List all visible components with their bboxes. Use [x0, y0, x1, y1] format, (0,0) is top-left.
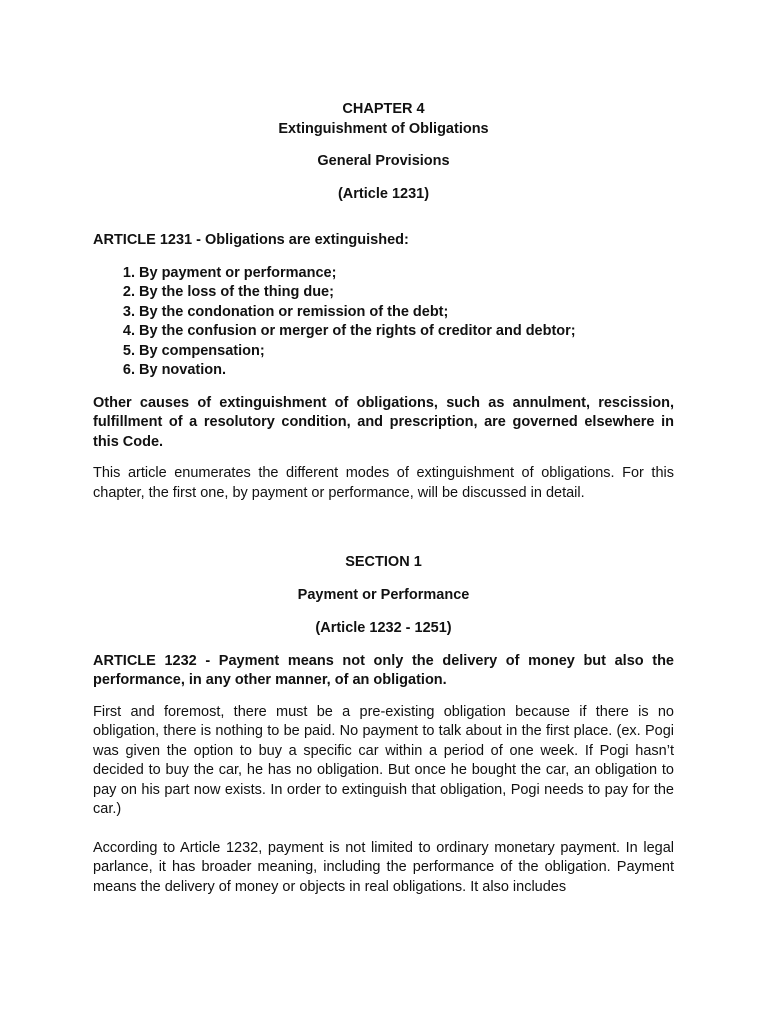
- other-causes-paragraph: Other causes of extinguishment of obligations, such as annulment, rescission, fulfillment of a resolutory condition, and prescription, are governed elsewhere in this Code.: [93, 394, 674, 450]
- document-page: [93, 99, 674, 897]
- chapter-article-range: (Article 1231): [337, 185, 430, 202]
- list-item: 1. By payment or performance;: [139, 264, 674, 284]
- article-1232-heading: ARTICLE 1232 - Payment means not only the delivery of money but also the performance, in any other manner, of an obligation.: [93, 652, 674, 688]
- section-article-range: (Article 1232 - 1251): [315, 620, 452, 636]
- article-1232-paragraph-2: According to Article 1232, payment is not limited to ordinary monetary payment. In legal parlance, it has broader meaning, including the performance of the obligation. Payment means the delivery of money or objects in real obligations. It also includes: [93, 839, 674, 895]
- article-1231-heading: ARTICLE 1231 - Obligations are extinguished:: [93, 232, 409, 248]
- list-item: 4. By the confusion or merger of the rights of creditor and debtor;: [139, 322, 674, 342]
- chapter-title: Extinguishment of Obligations: [278, 121, 489, 137]
- article-1231-commentary: This article enumerates the different modes of extinguishment of obligations. For this chapter, the first one, by payment or performance, will be discussed in detail.: [93, 465, 674, 501]
- section-heading: SECTION 1: [345, 554, 422, 570]
- article-1232-paragraph-1: First and foremost, there must be a pre-existing obligation because if there is no obligation, there is nothing to be paid. No payment to talk about in the first place. (ex. Pogi was given the option to buy a specific car within a period of one week. If Pogi hasn’t decided to buy the car, he has no obligation. But once he bought the car, an obligation to pay on his part now exists. In order to extinguish that obligation, Pogi needs to pay for the car.): [93, 703, 674, 817]
- section-title: Payment or Performance: [297, 586, 470, 603]
- list-item: 3. By the condonation or remission of the debt;: [139, 303, 674, 323]
- general-provisions-heading: General Provisions: [317, 153, 450, 169]
- chapter-heading: [93, 99, 674, 139]
- list-item: 5. By compensation;: [139, 342, 674, 362]
- list-item: 2. By the loss of the thing due;: [139, 283, 674, 303]
- list-item: 6. By novation.: [139, 361, 674, 381]
- chapter-number: CHAPTER 4: [342, 101, 425, 117]
- extinguishment-modes-list: [93, 264, 674, 381]
